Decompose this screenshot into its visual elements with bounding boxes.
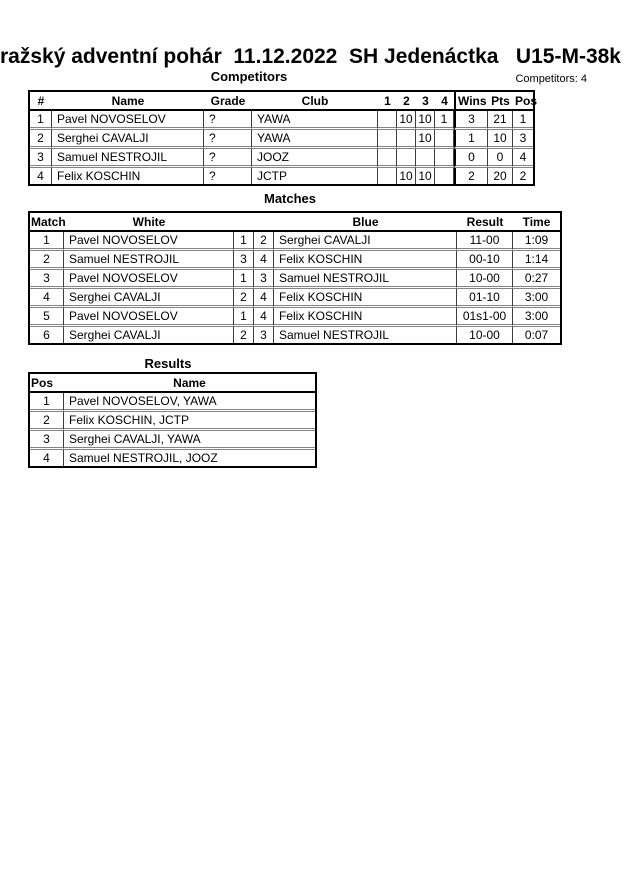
round3-score [416,149,435,168]
competitor-pos: 2 [519,169,527,183]
col-header-round4: 4 [435,92,454,111]
result-row [30,412,315,431]
match-row [30,327,560,343]
results-table [28,372,317,468]
competitor-wins: 2 [454,168,488,184]
competitor-row [30,149,533,168]
col-header-round1: 1 [378,92,397,111]
match-result: 01-10 [457,289,513,308]
blue-competitor: Samuel NESTROJIL [274,327,457,343]
round4-score [435,149,454,168]
match-number: 3 [30,270,64,289]
competitor-number: 1 [30,111,52,130]
competitor-number: 3 [30,149,52,168]
competitor-row [30,168,533,184]
match-time: 1:14 [513,251,560,270]
round2-score [397,149,416,168]
round4-score: 1 [435,111,454,130]
competitor-club: JCTP [252,168,378,184]
col-header-wins: Wins [454,92,488,111]
result-name: Felix KOSCHIN, JCTP [64,412,315,431]
col-header-club: Club [252,92,378,111]
blue-competitor-number: 4 [254,308,274,327]
match-result: 10-00 [457,270,513,289]
results-header-row [30,374,315,393]
competitors-header-row [30,92,533,111]
match-row [30,289,560,308]
white-competitor-number: 3 [234,251,254,270]
competitor-number: 2 [30,130,52,149]
match-result: 01s1-00 [457,308,513,327]
match-time: 0:07 [524,328,549,342]
match-result: 10-00 [457,327,513,343]
white-competitor: Pavel NOVOSELOV [64,232,234,251]
match-row [30,251,560,270]
competitors-table [28,90,538,186]
col-header-result: Result [457,213,513,232]
match-row [30,270,560,289]
match-result: 11-00 [457,232,513,251]
col-header-white-num [234,213,254,232]
competitor-name: Samuel NESTROJIL [52,149,204,168]
blue-competitor: Felix KOSCHIN [274,251,457,270]
white-competitor-number: 1 [234,308,254,327]
result-pos: 2 [30,412,64,431]
competitors-count: Competitors: 4 [515,73,587,85]
col-header-grade: Grade [204,92,252,111]
white-competitor-number: 2 [234,289,254,308]
col-header-number: # [30,92,52,111]
col-header-blue-num [254,213,274,232]
competitor-wins: 1 [454,130,488,149]
results-section-title: Results [144,356,192,371]
white-competitor: Serghei CAVALJI [64,327,234,343]
matches-header-row [30,213,560,232]
competitors-section-title: Competitors [210,69,288,84]
white-competitor-number: 1 [234,232,254,251]
match-row [30,308,560,327]
competitor-grade: ? [204,111,252,130]
result-row [30,431,315,450]
page-title: ražský adventní pohár 11.12.2022 SH Jedenáctka U15-M-38k [0,45,621,68]
result-name: Serghei CAVALJI, YAWA [64,431,315,450]
blue-competitor: Felix KOSCHIN [274,289,457,308]
blue-competitor-number: 4 [254,251,274,270]
matches-section-title: Matches [263,191,317,206]
competitor-pts: 10 [488,130,513,149]
match-number: 5 [30,308,64,327]
competitor-pos: 3 [513,130,533,149]
blue-competitor: Felix KOSCHIN [274,308,457,327]
white-competitor-number: 2 [234,327,254,343]
match-row [30,232,560,251]
competitor-row [30,111,533,130]
result-row [30,450,315,466]
round1-score [378,168,397,184]
competitor-pos: 1 [513,111,533,130]
match-time: 3:00 [513,289,560,308]
match-number: 2 [30,251,64,270]
result-row [30,393,315,412]
competitor-name: Pavel NOVOSELOV [52,111,204,130]
match-number: 6 [30,327,64,343]
competitor-grade: ? [204,168,252,184]
competitor-number: 4 [30,168,52,184]
result-name: Pavel NOVOSELOV, YAWA [64,393,315,412]
round4-score [435,168,454,184]
competitor-row [30,130,533,149]
result-pos: 3 [30,431,64,450]
round3-score: 10 [416,130,435,149]
col-header-pts: Pts [488,92,513,111]
competitor-club: JOOZ [252,149,378,168]
competitor-name: Felix KOSCHIN [52,168,204,184]
white-competitor-number: 1 [234,270,254,289]
col-header-name: Name [64,374,315,393]
competitor-pts: 20 [488,168,513,184]
round4-score [435,130,454,149]
competitor-wins: 3 [454,111,488,130]
competitor-pos: 4 [513,149,533,168]
round3-score: 10 [416,111,435,130]
col-header-white: White [64,213,234,232]
col-header-round3: 3 [416,92,435,111]
competitor-grade: ? [204,149,252,168]
blue-competitor-number: 2 [254,232,274,251]
col-header-blue: Blue [274,213,457,232]
match-number: 1 [30,232,64,251]
competitor-club: YAWA [252,130,378,149]
competitor-pts: 0 [488,149,513,168]
round2-score: 10 [397,168,416,184]
col-header-time: Time [513,213,560,232]
result-pos: 4 [30,450,64,466]
match-time: 1:09 [513,232,560,251]
white-competitor: Serghei CAVALJI [64,289,234,308]
round1-score [378,149,397,168]
competitor-wins: 0 [454,149,488,168]
blue-competitor: Serghei CAVALJI [274,232,457,251]
white-competitor: Pavel NOVOSELOV [64,270,234,289]
white-competitor: Samuel NESTROJIL [64,251,234,270]
col-header-round2: 2 [397,92,416,111]
competitor-grade: ? [204,130,252,149]
round3-score: 10 [416,168,435,184]
col-header-name: Name [52,92,204,111]
round2-score: 10 [397,111,416,130]
result-name: Samuel NESTROJIL, JOOZ [69,451,218,465]
matches-table [28,211,562,345]
blue-competitor-number: 3 [254,270,274,289]
blue-competitor: Samuel NESTROJIL [274,270,457,289]
blue-competitor-number: 4 [254,289,274,308]
blue-competitor-number: 3 [254,327,274,343]
competitor-name: Serghei CAVALJI [52,130,204,149]
round1-score [378,111,397,130]
match-time: 3:00 [513,308,560,327]
competitor-pts: 21 [488,111,513,130]
result-pos: 1 [30,393,64,412]
match-result: 00-10 [457,251,513,270]
match-time: 0:27 [513,270,560,289]
match-number: 4 [30,289,64,308]
col-header-pos: Pos [30,374,64,393]
col-header-match: Match [30,213,64,232]
white-competitor: Pavel NOVOSELOV [64,308,234,327]
round2-score [397,130,416,149]
round1-score [378,130,397,149]
col-header-pos: Pos [513,92,533,111]
competitor-club: YAWA [252,111,378,130]
